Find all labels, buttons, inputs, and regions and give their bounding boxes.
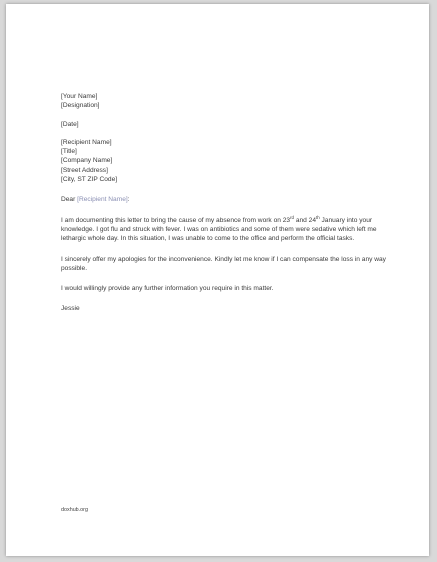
recipient-name: [Recipient Name]: [61, 138, 112, 146]
sender-designation: [Designation]: [61, 102, 100, 110]
paragraph-apology: I sincerely offer my apologies for the inconvenience. Kindly let me know if I can compensate the loss in any way possible.: [61, 255, 386, 272]
paragraph-absence-part1: I am documenting this letter to bring the cause of my absence from work on 23: [61, 216, 291, 224]
paragraph-offer-info: I would willingly provide any further information you require in this matter.: [61, 285, 274, 293]
paragraph-absence-part3: January into your knowledge. I got flu and struck with fever. I was on antibiotics and some of them were sedative which left me lethargic whole day. In this situation, I was unable to come to the office and perform the official tasks.: [61, 216, 377, 243]
paragraph-absence: [61, 216, 391, 244]
letter-date: [Date]: [61, 120, 79, 128]
letter-page: [6, 4, 429, 556]
paragraph-absence-part2: and 24: [293, 216, 316, 224]
salutation-recipient: [Recipient Name]: [77, 196, 128, 204]
salutation: [61, 195, 391, 204]
recipient-company: [Company Name]: [61, 157, 113, 165]
superscript-th: th: [315, 214, 320, 220]
letter-body: [61, 92, 391, 314]
salutation-suffix: :: [127, 196, 130, 204]
signature: Jessie: [61, 305, 80, 313]
recipient-street: [Street Address]: [61, 166, 108, 174]
superscript-rd: rd: [290, 214, 294, 220]
salutation-prefix: Dear: [61, 196, 78, 204]
recipient-city: [City, ST ZIP Code]: [61, 176, 118, 184]
recipient-title: [Title]: [61, 148, 77, 156]
sender-name: [Your Name]: [61, 93, 98, 100]
footer-source: doxhub.org: [61, 507, 88, 513]
